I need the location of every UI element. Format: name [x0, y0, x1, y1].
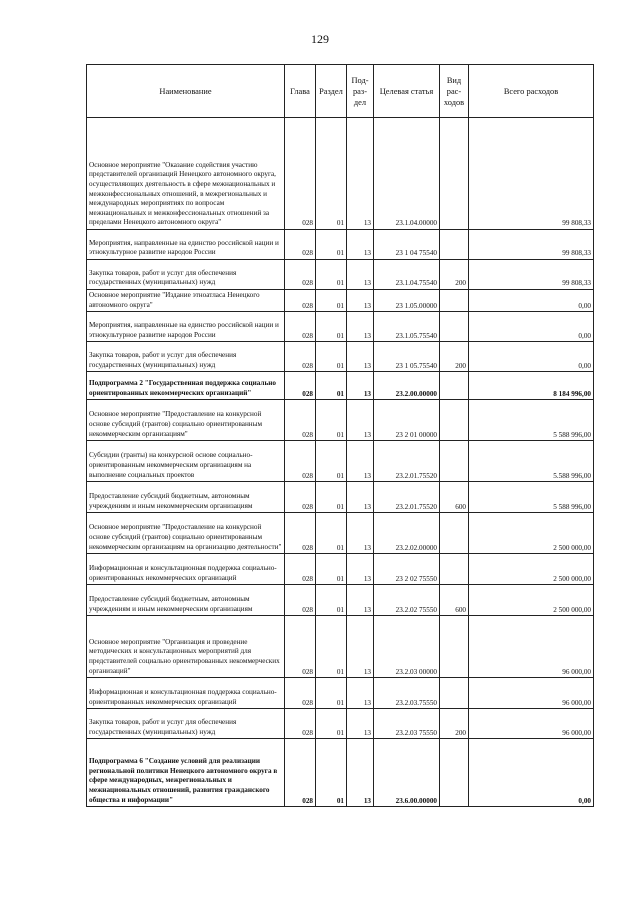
row-subsection: 13	[347, 312, 374, 342]
row-expense-type	[440, 312, 469, 342]
row-name: Мероприятия, направленные на единство российской нации и этнокультурное развитие народов России	[87, 230, 285, 260]
header-expense-type: Вид рас-ходов	[440, 65, 469, 118]
row-target: 23.1.04.00000	[374, 118, 440, 230]
row-subsection: 13	[347, 290, 374, 312]
row-name: Информационная и консультационная поддержка социально-ориентированных некоммерческих организаций	[87, 678, 285, 709]
row-target: 23.2.01.75520	[374, 441, 440, 482]
row-name: Мероприятия, направленные на единство российской нации и этнокультурное развитие народов России	[87, 312, 285, 342]
table-row	[87, 678, 594, 709]
row-total: 0,00	[469, 739, 594, 807]
row-name: Предоставление субсидий бюджетным, автономным учреждениям и иным некоммерческим организациям	[87, 482, 285, 513]
row-total: 99 808,33	[469, 260, 594, 290]
row-name: Закупка товаров, работ и услуг для обеспечения государственных (муниципальных) нужд	[87, 342, 285, 372]
row-chapter: 028	[285, 290, 316, 312]
header-chapter: Глава	[285, 65, 316, 118]
row-chapter: 028	[285, 312, 316, 342]
row-subsection: 13	[347, 709, 374, 739]
row-name: Предоставление субсидий бюджетным, автономным учреждениям и иным некоммерческим организациям	[87, 585, 285, 616]
row-name: Основное мероприятие "Предоставление на конкурсной основе субсидий (грантов) социально ориентированным некоммерческим организациям на организацию деятельности"	[87, 513, 285, 554]
table-row	[87, 230, 594, 260]
row-chapter: 028	[285, 709, 316, 739]
table-header-row	[87, 65, 594, 118]
row-target: 23 1.05.00000	[374, 290, 440, 312]
table-row	[87, 739, 594, 807]
header-subsection: Под-раз-дел	[347, 65, 374, 118]
row-target: 23.2.03.75550	[374, 678, 440, 709]
row-total: 96 000,00	[469, 616, 594, 678]
row-expense-type	[440, 513, 469, 554]
row-target: 23 2 01 00000	[374, 400, 440, 441]
row-section: 01	[316, 739, 347, 807]
row-target: 23.2.02.00000	[374, 513, 440, 554]
row-total: 0,00	[469, 312, 594, 342]
row-expense-type	[440, 441, 469, 482]
row-section: 01	[316, 554, 347, 585]
row-expense-type: 200	[440, 709, 469, 739]
row-section: 01	[316, 441, 347, 482]
row-target: 23.1.04.75540	[374, 260, 440, 290]
row-subsection: 13	[347, 400, 374, 441]
row-section: 01	[316, 709, 347, 739]
row-section: 01	[316, 585, 347, 616]
table-row	[87, 118, 594, 230]
row-subsection: 13	[347, 739, 374, 807]
row-section: 01	[316, 290, 347, 312]
row-expense-type: 200	[440, 342, 469, 372]
row-expense-type	[440, 678, 469, 709]
header-section: Раздел	[316, 65, 347, 118]
row-expense-type	[440, 400, 469, 441]
row-chapter: 028	[285, 482, 316, 513]
row-expense-type	[440, 616, 469, 678]
row-section: 01	[316, 616, 347, 678]
table-row	[87, 400, 594, 441]
row-section: 01	[316, 342, 347, 372]
table-row	[87, 616, 594, 678]
row-subsection: 13	[347, 260, 374, 290]
table-row	[87, 260, 594, 290]
header-target: Целевая статья	[374, 65, 440, 118]
row-total: 96 000,00	[469, 678, 594, 709]
row-expense-type	[440, 554, 469, 585]
table-row	[87, 372, 594, 400]
row-subsection: 13	[347, 118, 374, 230]
row-target: 23.2.03 75550	[374, 709, 440, 739]
row-section: 01	[316, 400, 347, 441]
row-target: 23.2.02 75550	[374, 585, 440, 616]
row-chapter: 028	[285, 400, 316, 441]
row-name: Основное мероприятие "Оказание содействия участию представителей организаций Ненецкого автономного округа, осуществляющих деятельность в сфере межнациональных и межконфессиональных отношений, в межрегиональных и международных мероприятиях по вопросам межнациональных и межконфессиональных отношений за пределами Ненецкого автономного округа"	[87, 118, 285, 230]
row-name: Подпрограмма 6 "Создание условий для реализации региональной политики Ненецкого автономного округа в сфере международных, межрегиональных и межнациональных отношений, развития гражданского общества и информации"	[87, 739, 285, 807]
table-row	[87, 482, 594, 513]
row-total: 2 500 000,00	[469, 554, 594, 585]
row-total: 2 500 000,00	[469, 513, 594, 554]
row-expense-type	[440, 739, 469, 807]
row-section: 01	[316, 678, 347, 709]
row-total: 99 808,33	[469, 230, 594, 260]
row-chapter: 028	[285, 585, 316, 616]
row-section: 01	[316, 482, 347, 513]
row-name: Субсидии (гранты) на конкурсной основе социально-ориентированным некоммерческим организациям на выполнение социальных проектов	[87, 441, 285, 482]
row-name: Подпрограмма 2 "Государственная поддержка социально ориентированных некоммерческих организаций"	[87, 372, 285, 400]
row-chapter: 028	[285, 372, 316, 400]
row-total: 96 000,00	[469, 709, 594, 739]
table-row	[87, 585, 594, 616]
row-section: 01	[316, 372, 347, 400]
row-expense-type: 600	[440, 585, 469, 616]
table-row	[87, 513, 594, 554]
table-row	[87, 342, 594, 372]
row-subsection: 13	[347, 616, 374, 678]
row-name: Основное мероприятие "Издание этноатласа Ненецкого автономного округа"	[87, 290, 285, 312]
row-total: 0,00	[469, 342, 594, 372]
row-total: 5 588 996,00	[469, 482, 594, 513]
row-subsection: 13	[347, 372, 374, 400]
row-section: 01	[316, 230, 347, 260]
row-target: 23 2 02 75550	[374, 554, 440, 585]
row-subsection: 13	[347, 513, 374, 554]
budget-table	[86, 64, 594, 807]
row-section: 01	[316, 260, 347, 290]
header-total: Всего расходов	[469, 65, 594, 118]
row-chapter: 028	[285, 513, 316, 554]
table-row	[87, 290, 594, 312]
row-chapter: 028	[285, 342, 316, 372]
row-expense-type: 600	[440, 482, 469, 513]
row-subsection: 13	[347, 585, 374, 616]
table-row	[87, 554, 594, 585]
row-subsection: 13	[347, 678, 374, 709]
row-name: Закупка товаров, работ и услуг для обеспечения государственных (муниципальных) нужд	[87, 709, 285, 739]
row-total: 2 500 000,00	[469, 585, 594, 616]
row-chapter: 028	[285, 118, 316, 230]
row-subsection: 13	[347, 441, 374, 482]
row-target: 23.2.01.75520	[374, 482, 440, 513]
row-chapter: 028	[285, 739, 316, 807]
row-chapter: 028	[285, 616, 316, 678]
row-subsection: 13	[347, 554, 374, 585]
row-subsection: 13	[347, 230, 374, 260]
row-section: 01	[316, 118, 347, 230]
table-row	[87, 312, 594, 342]
row-target: 23.2.00.00000	[374, 372, 440, 400]
row-target: 23.2.03 00000	[374, 616, 440, 678]
row-total: 8 184 996,00	[469, 372, 594, 400]
row-name: Основное мероприятие "Предоставление на конкурсной основе субсидий (грантов) социально ориентированным некоммерческим организациям"	[87, 400, 285, 441]
page-number: 129	[311, 32, 329, 46]
row-expense-type	[440, 372, 469, 400]
row-name: Информационная и консультационная поддержка социально-ориентированных некоммерческих организаций	[87, 554, 285, 585]
row-total: 5 588 996,00	[469, 400, 594, 441]
row-chapter: 028	[285, 678, 316, 709]
row-expense-type	[440, 118, 469, 230]
row-chapter: 028	[285, 554, 316, 585]
table-row	[87, 709, 594, 739]
row-total: 0,00	[469, 290, 594, 312]
row-subsection: 13	[347, 342, 374, 372]
row-target: 23 1 05.75540	[374, 342, 440, 372]
row-section: 01	[316, 513, 347, 554]
header-name: Наименование	[87, 65, 285, 118]
row-target: 23.6.00.00000	[374, 739, 440, 807]
row-subsection: 13	[347, 482, 374, 513]
row-expense-type: 200	[440, 260, 469, 290]
row-target: 23 1 04 75540	[374, 230, 440, 260]
row-total: 5.588 996,00	[469, 441, 594, 482]
row-name: Основное мероприятие "Организация и проведение методических и консультационных мероприятий для представителей социально ориентированных некоммерческих организаций"	[87, 616, 285, 678]
row-chapter: 028	[285, 260, 316, 290]
row-chapter: 028	[285, 230, 316, 260]
row-section: 01	[316, 312, 347, 342]
table-row	[87, 441, 594, 482]
row-chapter: 028	[285, 441, 316, 482]
row-total: 99 808,33	[469, 118, 594, 230]
row-expense-type	[440, 230, 469, 260]
row-expense-type	[440, 290, 469, 312]
row-target: 23.1.05.75540	[374, 312, 440, 342]
row-name: Закупка товаров, работ и услуг для обеспечения государственных (муниципальных) нужд	[87, 260, 285, 290]
